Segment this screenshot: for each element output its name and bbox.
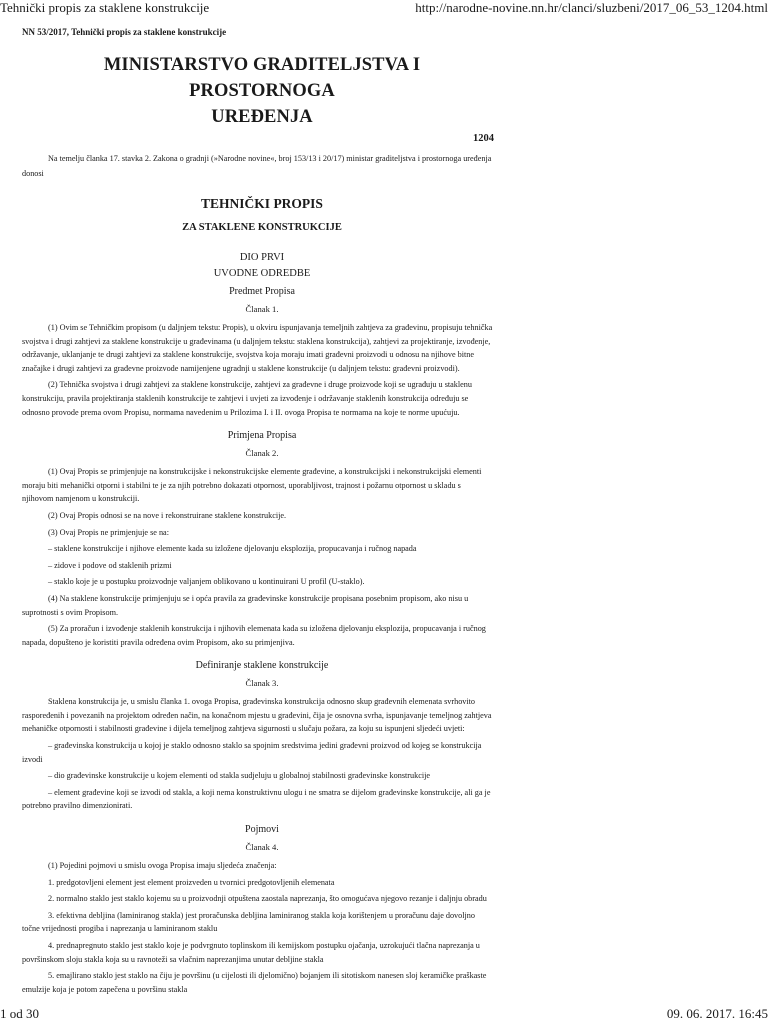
regulation-title: TEHNIČKI PROPIS [201,196,323,211]
part-heading: DIO PRVI [239,252,285,263]
browser-page-title: Tehnički propis za staklene konstrukcije [0,0,210,15]
ministry-heading-line2: UREĐENJA [211,107,313,127]
ministry-heading-line1: MINISTARSTVO GRADITELJSTVA I PROSTORNOGA [103,55,421,101]
section-heading: Predmet Propisa [229,286,295,297]
paragraph: (3) Ovaj Propis ne primjenjuje se na: [48,527,169,537]
regulation-subtitle: ZA STAKLENE KONSTRUKCIJE [182,222,342,233]
list-item: 4. prednapregnuto staklo jest staklo koje je podvrgnuto toplinskom ili kemijskom postupku ojačanja, uzrokujući tlačna naprezanja u površinskom sloju stakla koja su u ravnoteži sa vlačnim naprezanjima unutar debljine stakla [22,941,480,964]
paragraph: (1) Ovim se Tehničkim propisom (u daljnjem tekstu: Propis), u okviru ispunjavanja temeljnih zahtjeva za građevinu, propisuju tehnička svojstva i drugi zahtjevi za staklene konstrukcije u građevinama (u daljnjem tekstu: staklena konstrukcija), zahtjevi za projektiranje, izvođenje, održavanje, uklanjanje te drugi zahtjevi za staklene konstrukcije, svojstva koja moraju imati građevni proizvodi u odnosu na njihove bitne značajke i drugi zahtjevi za građevne proizvode namijenjene ugradnji u staklene konstrukcije (u daljnjem tekstu: građevni proizvodi). [22,323,493,373]
section-heading: Primjena Propisa [227,430,297,442]
print-timestamp: 09. 06. 2017. 16:45 [666,1006,768,1021]
paragraph: Staklena konstrukcija je, u smislu članka 1. ovoga Propisa, građevinska konstrukcija odnosno skup građevnih elemenata svrhovito raspoređenih i povezanih na projektom određen način, na konačnom mjestu u građevini, čija je osnovna svrha, ispunjavanje temeljnog zahtjeva mehaničke otpornosti i stabilnosti građevine i dijela temeljnog zahtjeva sigurnosti u slučaju požara, za koju su ispunjeni sljedeći uvjeti: [22,697,492,734]
list-item: – element građevine koji se izvodi od stakla, a koji nema konstruktivnu ulogu i ne smatra se dijelom građevinske konstrukcije, ali ga je potrebno pravilno dimenzionirati. [22,787,491,811]
browser-url[interactable]: http://narodne-novine.nn.hr/clanci/sluzbeni/2017_06_53_1204.html [415,0,768,15]
print-page-count: 1 od 30 [0,1006,39,1021]
paragraph: (1) Ovaj Propis se primjenjuje na konstrukcijske i nekonstrukcijske elemente građevine, a konstrukcijski i nekonstrukcijski elementi moraju biti mehanički otporni i stabilni te je za njih potrebno dokazati otpornost, uporabljivost, trajnost i požarnu otpornost u skladu s njihovom namjenom u konstrukciji. [22,467,482,504]
list-item: – staklene konstrukcije i njihove elemente kada su izložene djelovanju eksplozija, propucavanja i ručnog napada [48,544,417,554]
list-item: 3. efektivna debljina (laminiranog stakla) jest proračunska debljina laminiranog stakla koja korištenjem u proračunu daje dovoljno točne vrijednosti progiba i naprezanja u laminiranom staklu [22,910,475,934]
gazette-reference: NN 53/2017, Tehnički propis za staklene konstrukcije [22,27,227,37]
paragraph: (5) Za proračun i izvođenje staklenih konstrukcija i njihovih elemenata kada su izložena djelovanju eksplozija, propucavanja i ručnog napada, dopušteno je koristiti pravila određena ovim Propisom, ako su primjenjiva. [22,624,486,647]
document-number: 1204 [473,133,494,144]
list-item: 2. normalno staklo jest staklo kojemu su u proizvodnji otpuštena zaostala naprezanja, što omogućava njegovo rezanje i daljnju obradu [48,894,487,904]
document-body [22,26,494,999]
list-item: – dio građevinske konstrukcije u kojem elementi od stakla sudjeluju u globalnoj stabilnosti građevinske konstrukcije [48,771,431,781]
article-number: Članak 2. [245,448,279,459]
part-name: UVODNE ODREDBE [213,268,311,279]
paragraph: (1) Pojedini pojmovi u smislu ovoga Propisa imaju sljedeća značenja: [48,861,277,871]
paragraph: (2) Ovaj Propis odnosi se na nove i rekonstruirane staklene konstrukcije. [48,510,287,520]
article-number: Članak 3. [245,678,279,689]
list-item: 1. predgotovljeni element jest element proizveden u tvornici predgotovljenih elemenata [48,877,335,887]
paragraph: (4) Na staklene konstrukcije primjenjuju se i opća pravila za građevinske konstrukcije propisana posebnim propisom, ako nisu u suprotnosti s ovim Propisom. [22,593,469,617]
list-item: – staklo koje je u postupku proizvodnje valjanjem oblikovano u kontinuirani U profil (U-staklo). [48,577,365,587]
intro-paragraph: Na temelju članka 17. stavka 2. Zakona o gradnji (»Narodne novine«, broj 153/13 i 20/17) ministar graditeljstva i prostornoga uređenja donosi [22,154,492,178]
list-item: – zidove i podove od staklenih prizmi [48,560,172,570]
section-heading: Pojmovi [245,824,279,836]
paragraph: (2) Tehnička svojstva i drugi zahtjevi za staklene konstrukcije, zahtjevi za građevne i druge proizvode koji se ugrađuju u staklenu konstrukciju, pravila projektiranja staklenih konstrukcije te zahtjevi i uvjeti za izvođenje i održavanje staklenih konstrukcija određuju se odnosno provode prema ovom Propisu, normama navedenim u Prilozima I. i II. ovoga Propisa te normama na koje te norme upućuju. [22,380,472,417]
list-item: 5. emajlirano staklo jest staklo na čiju je površinu (u cijelosti ili djelomično) bojanjem ili sitotiskom nanesen sloj keramičke praškaste emulzije koja je potom zapečena u površinu stakla [22,971,487,994]
section-heading: Definiranje staklene konstrukcije [195,660,329,672]
ministry-heading [22,52,494,130]
list-item: – građevinska konstrukcija u kojoj je staklo odnosno staklo sa spojnim sredstvima jedini građevni proizvod od kojeg se konstrukcija izvodi [22,741,482,764]
article-number: Članak 1. [245,304,279,314]
article-number: Članak 4. [245,842,279,853]
